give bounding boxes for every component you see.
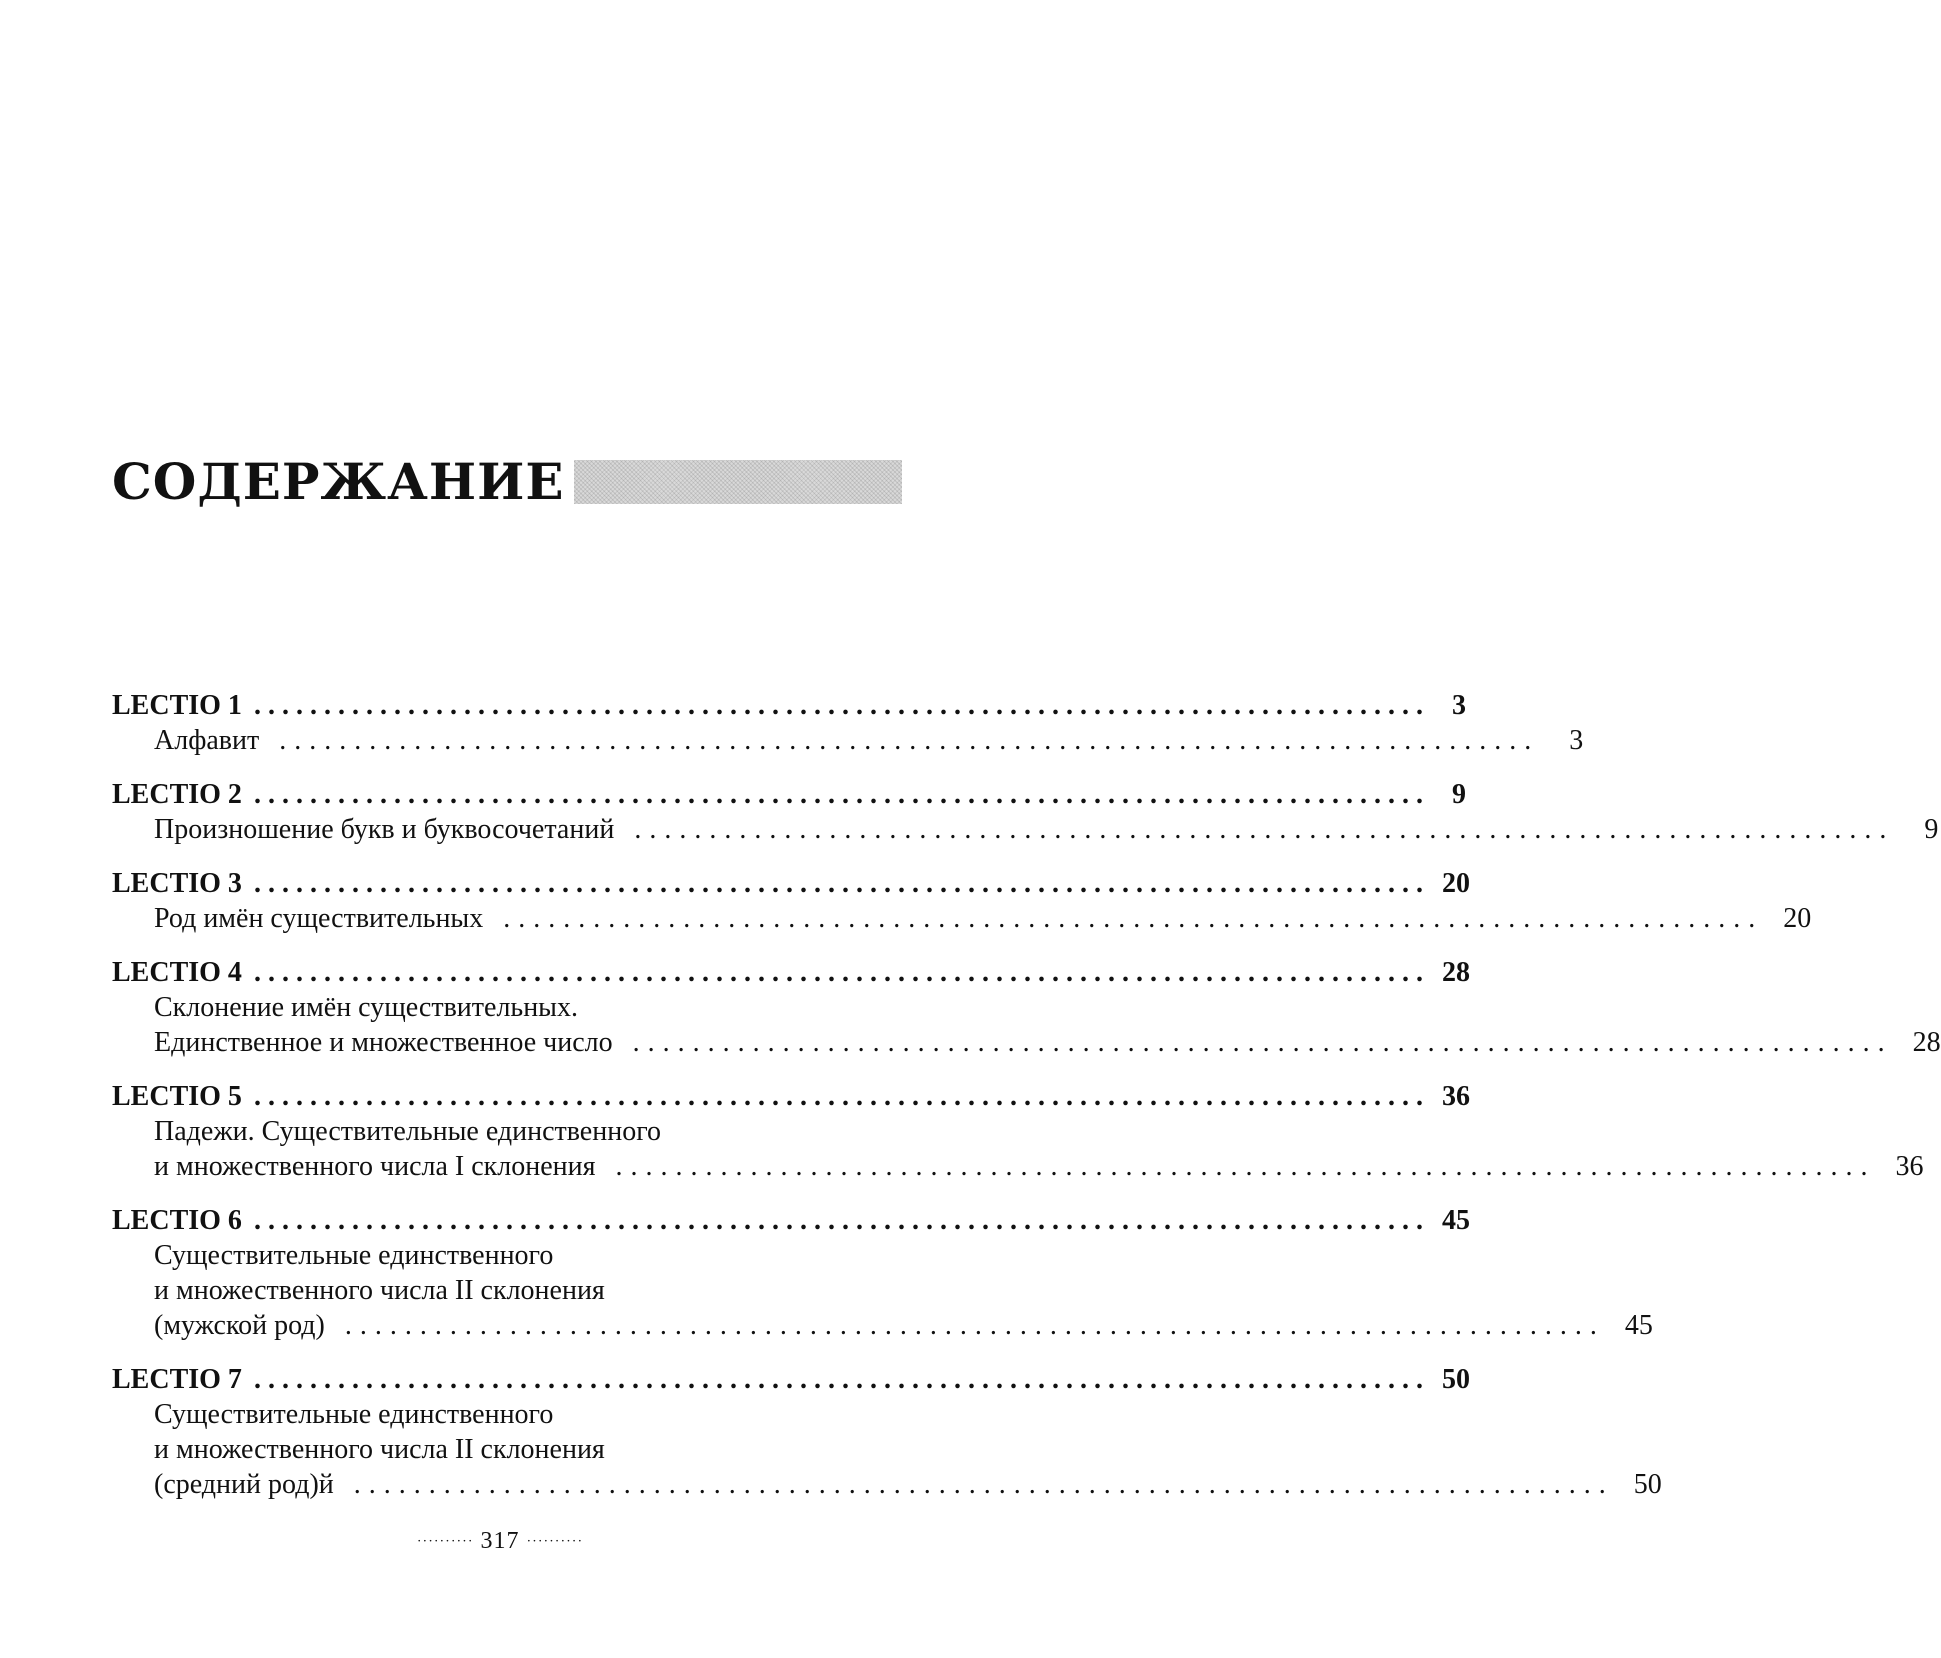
dot-leader: .................................................................................... [253, 1205, 1430, 1236]
toc-subentry[interactable] [112, 812, 1939, 847]
toc-subentry[interactable] [112, 1025, 1941, 1060]
lesson-title: LECTIO 3 [112, 868, 242, 899]
dot-leader: .................................................................................... [253, 1081, 1430, 1112]
subentry-text: Склонение имён существительных. [154, 992, 578, 1023]
entry-spacer [112, 1060, 882, 1079]
subentry-text: Алфавит [154, 725, 260, 756]
subentry-text: (средний род)й [154, 1469, 334, 1500]
lesson-title: LECTIO 5 [112, 1081, 242, 1112]
folio-page-number: 317 [480, 1528, 520, 1554]
subentry-text: (мужской род) [154, 1310, 325, 1341]
dot-leader: .................................................................................... [253, 1364, 1430, 1395]
page-number: 50 [1441, 1364, 1470, 1395]
page-number: 36 [1895, 1151, 1924, 1182]
toc-subentry[interactable] [112, 723, 1584, 758]
page-number: 20 [1441, 868, 1470, 899]
toc-subentry[interactable] [112, 1149, 1924, 1184]
dot-leader: .................................................................................... [503, 903, 1764, 934]
dot-leader: .................................................................................... [253, 690, 1430, 721]
contents-heading [112, 452, 902, 512]
page-number: 36 [1441, 1081, 1470, 1112]
lesson-title: LECTIO 4 [112, 957, 242, 988]
subentry-text: Произношение букв и буквосочетаний [154, 814, 615, 845]
folio-dots-right: ·········· [526, 1534, 584, 1550]
toc-entry-lectio-4[interactable] [112, 955, 1470, 990]
dot-leader: .................................................................................... [615, 1151, 1876, 1182]
contents-title: СОДЕРЖАНИЕ [112, 452, 565, 511]
page-number: 3 [1451, 690, 1466, 721]
toc-entry-lectio-5[interactable] [112, 1079, 1470, 1114]
toc-subentry[interactable] [112, 1308, 1653, 1343]
dot-leader: .................................................................................... [253, 957, 1430, 988]
page-number: 20 [1783, 903, 1812, 934]
toc-entry-lectio-1[interactable] [112, 688, 1466, 723]
entry-spacer [112, 936, 882, 955]
subentry-text: Существительные единственного [154, 1240, 554, 1271]
page-folio [0, 1528, 1000, 1555]
lesson-title: LECTIO 1 [112, 690, 242, 721]
dot-leader: .................................................................................... [634, 814, 1895, 845]
subentry-text: Род имён существительных [154, 903, 484, 934]
dot-leader: .................................................................................... [344, 1310, 1605, 1341]
toc-subentry[interactable] [112, 901, 1812, 936]
dot-leader: .................................................................................... [632, 1027, 1893, 1058]
subentry-text: Единственное и множественное число [154, 1027, 613, 1058]
page-number: 45 [1441, 1205, 1470, 1236]
entry-spacer [112, 758, 882, 777]
toc-entry-lectio-2[interactable] [112, 777, 1466, 812]
toc-entry-lectio-6[interactable] [112, 1203, 1470, 1238]
folio-dots-left: ·········· [416, 1534, 474, 1550]
subentry-text: и множественного числа II склонения [154, 1434, 605, 1465]
lesson-title: LECTIO 2 [112, 779, 242, 810]
lesson-title: LECTIO 6 [112, 1205, 242, 1236]
table-of-contents [112, 688, 1941, 1502]
subentry-text: и множественного числа II склонения [154, 1275, 605, 1306]
lesson-title: LECTIO 7 [112, 1364, 242, 1395]
subentry-text: и множественного числа I склонения [154, 1151, 596, 1182]
dot-leader: .................................................................................... [279, 725, 1540, 756]
heading-decorative-bar [574, 460, 902, 504]
page-number: 50 [1633, 1469, 1662, 1500]
page-number: 9 [1924, 814, 1939, 845]
page-number: 9 [1451, 779, 1466, 810]
dot-leader: .................................................................................... [253, 779, 1430, 810]
page-number: 28 [1441, 957, 1470, 988]
dot-leader: .................................................................................... [253, 868, 1430, 899]
dot-leader: .................................................................................... [353, 1469, 1614, 1500]
subentry-text: Падежи. Существительные единственного [154, 1116, 661, 1147]
toc-subentry[interactable] [112, 1467, 1662, 1502]
entry-spacer [112, 847, 882, 866]
toc-entry-lectio-3[interactable] [112, 866, 1470, 901]
entry-spacer [112, 1343, 882, 1362]
toc-entry-lectio-7[interactable] [112, 1362, 1470, 1397]
entry-spacer [112, 1184, 882, 1203]
page-number: 28 [1912, 1027, 1941, 1058]
page-number: 3 [1569, 725, 1584, 756]
page-number: 45 [1624, 1310, 1653, 1341]
subentry-text: Существительные единственного [154, 1399, 554, 1430]
